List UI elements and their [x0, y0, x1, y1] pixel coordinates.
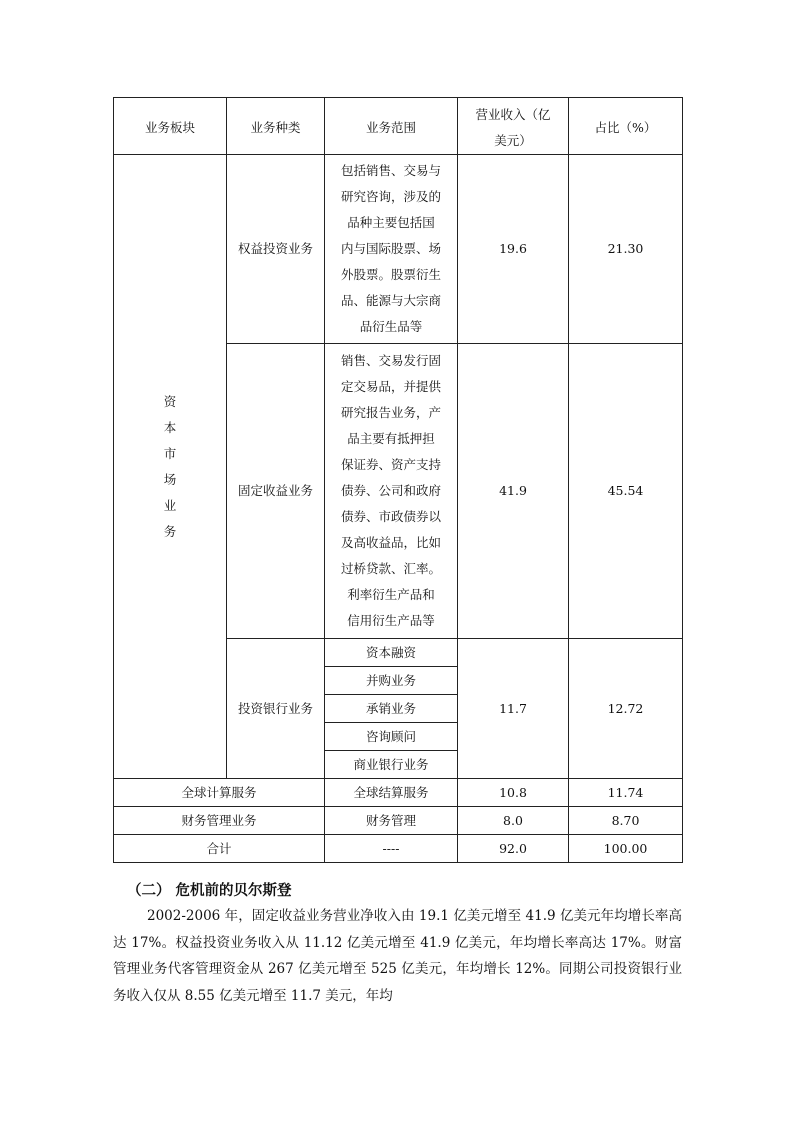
ibank-scope-item: 商业银行业务: [325, 751, 458, 779]
business-table: [113, 97, 683, 863]
equity-revenue: 19.6: [458, 155, 569, 344]
header-revenue: 营业收入（亿美元）: [458, 98, 569, 155]
ibank-type: 投资银行业务: [227, 639, 325, 779]
wealth-scope: 财务管理: [325, 807, 458, 835]
wealth-share: 8.70: [569, 807, 683, 835]
fixed-income-scope: 销售、交易发行固 定交易品，并提供 研究报告业务，产 品主要有抵押担 保证券、资产支持 债券、公司和政府 债券、市政债券以 及高收益品，比如 过桥贷款、汇率。 利率衍生产品和 信用衍生产品等: [325, 344, 458, 639]
section-paragraph: 2002-2006 年，固定收益业务营业净收入由 19.1 亿美元增至 41.9 亿美元年均增长率高达 17%。权益投资业务收入从 11.12 亿美元增至 41.9 亿美元，年均增长率高达 17%。财富管理业务代客管理资金从 267 亿美元增至 525 亿美元，年均增长 12%。同期公司投资银行业务收入仅从 8.55 亿美元增至 11.7 美元，年均: [113, 908, 682, 1005]
global-scope: 全球结算服务: [325, 779, 458, 807]
total-revenue: 92.0: [458, 835, 569, 863]
header-scope: 业务范围: [325, 98, 458, 155]
table-row: [114, 807, 683, 835]
total-share: 100.00: [569, 835, 683, 863]
fixed-income-revenue: 41.9: [458, 344, 569, 639]
fixed-income-share: 45.54: [569, 344, 683, 639]
ibank-scope-item: 并购业务: [325, 667, 458, 695]
ibank-scope-item: 资本融资: [325, 639, 458, 667]
ibank-share: 12.72: [569, 639, 683, 779]
equity-scope: 包括销售、交易与 研究咨询，涉及的 品种主要包括国 内与国际股票、场 外股票。股票衍生 品、能源与大宗商 品衍生品等: [325, 155, 458, 344]
equity-share: 21.30: [569, 155, 683, 344]
header-share: 占比（%）: [569, 98, 683, 155]
segment-capital-market: 资 本 市 场 业 务: [114, 155, 227, 779]
global-segment: 全球计算服务: [114, 779, 325, 807]
section-heading: （二） 危机前的贝尔斯登: [127, 883, 292, 899]
global-share: 11.74: [569, 779, 683, 807]
table-row: [114, 155, 683, 344]
ibank-revenue: 11.7: [458, 639, 569, 779]
global-revenue: 10.8: [458, 779, 569, 807]
table-row: [114, 779, 683, 807]
wealth-revenue: 8.0: [458, 807, 569, 835]
equity-type: 权益投资业务: [227, 155, 325, 344]
ibank-scope-item: 咨询顾问: [325, 723, 458, 751]
total-label: 合计: [114, 835, 325, 863]
wealth-segment: 财务管理业务: [114, 807, 325, 835]
fixed-income-type: 固定收益业务: [227, 344, 325, 639]
ibank-scope-item: 承销业务: [325, 695, 458, 723]
header-type: 业务种类: [227, 98, 325, 155]
total-scope: ----: [325, 835, 458, 863]
header-segment: 业务板块: [114, 98, 227, 155]
table-header-row: [114, 98, 683, 155]
table-row: [114, 835, 683, 863]
